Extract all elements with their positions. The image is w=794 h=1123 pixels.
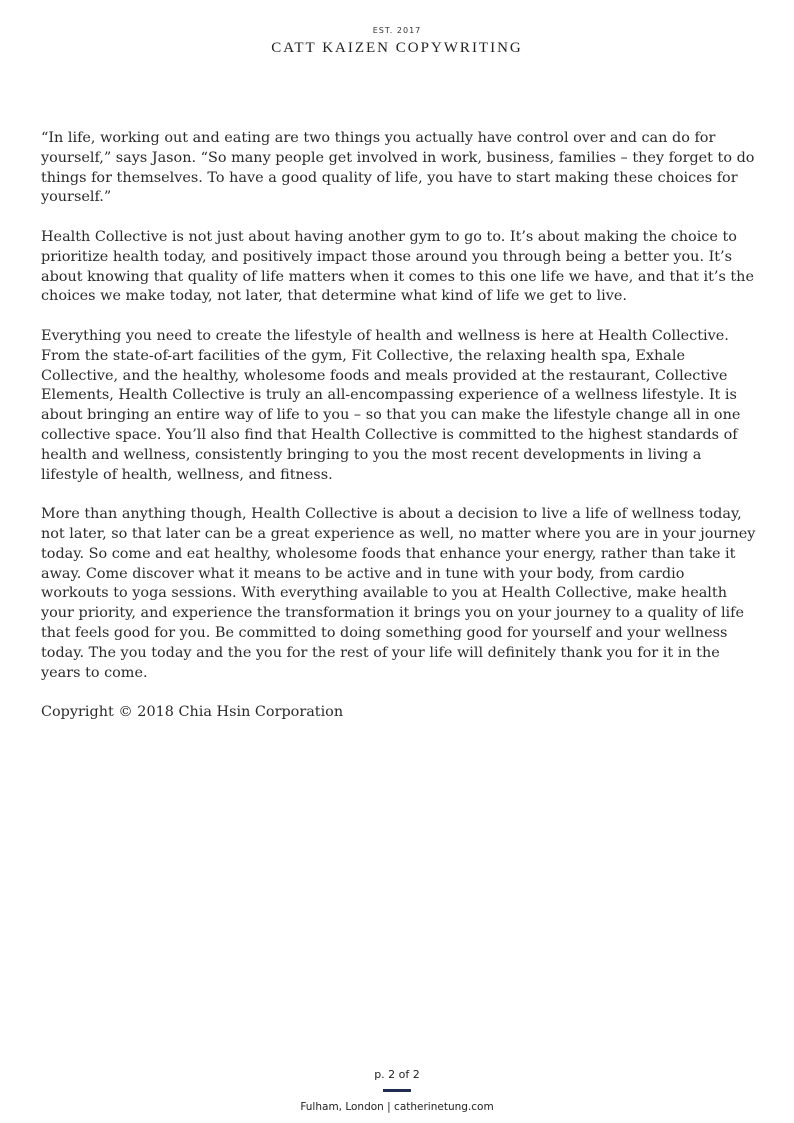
page-number: p. 2 of 2 (374, 1068, 420, 1081)
body-paragraph: “In life, working out and eating are two things you actually have control over and can do for yourself,” says Jason. “So many people get involved in work, business, families – they forget to do things for themselves. To have a good quality of life, you have to start making these choices for yourself.” (41, 130, 755, 206)
document-body (41, 129, 756, 703)
established-label: EST. 2017 (372, 26, 422, 35)
brand-title: CATT KAIZEN COPYWRITING (271, 40, 523, 56)
body-paragraph: Everything you need to create the lifestyle of health and wellness is here at Health Collective. From the state-of-art facilities of the gym, Fit Collective, the relaxing health spa, Exhale Collective, and the healthy, wholesome foods and meals provided at the restaurant, Collective Elements, Health Collective is truly an all-encompassing experience of a wellness lifestyle. It is about bringing an entire way of life to you – so that you can make the lifestyle change all in one collective space. You’ll also find that Health Collective is committed to the highest standards of health and wellness, consistently bringing to you the most recent developments in living a lifestyle of health, wellness, and fitness. (41, 327, 741, 483)
page-header (0, 25, 794, 58)
body-paragraph: Health Collective is not just about having another gym to go to. It’s about making the choice to prioritize health today, and positively impact those around you through being a better you. It’s about knowing that quality of life matters when it comes to this one life we have, and that it’s the choices we make today, not later, that determine what kind of life we get to live. (41, 228, 754, 305)
footer-divider (383, 1089, 411, 1092)
copyright-notice: Copyright © 2018 Chia Hsin Corporation (41, 704, 344, 720)
body-paragraph: More than anything though, Health Collective is about a decision to live a life of wellness today, not later, so that later can be a great experience as well, no matter where you are in your journey today. So come and eat healthy, wholesome foods that enhance your energy, rather than take it away. Come discover what it means to be active and in tune with your body, from cardio workouts to yoga sessions. With everything available to you at Health Collective, make health your priority, and experience the transformation it brings you on your journey to a quality of life that feels good for you. Be committed to doing something good for yourself and your wellness today. The you today and the you for the rest of your life will definitely thank you for it in the years to come. (41, 506, 756, 681)
footer-address: Fulham, London | catherinetung.com (300, 1101, 494, 1113)
